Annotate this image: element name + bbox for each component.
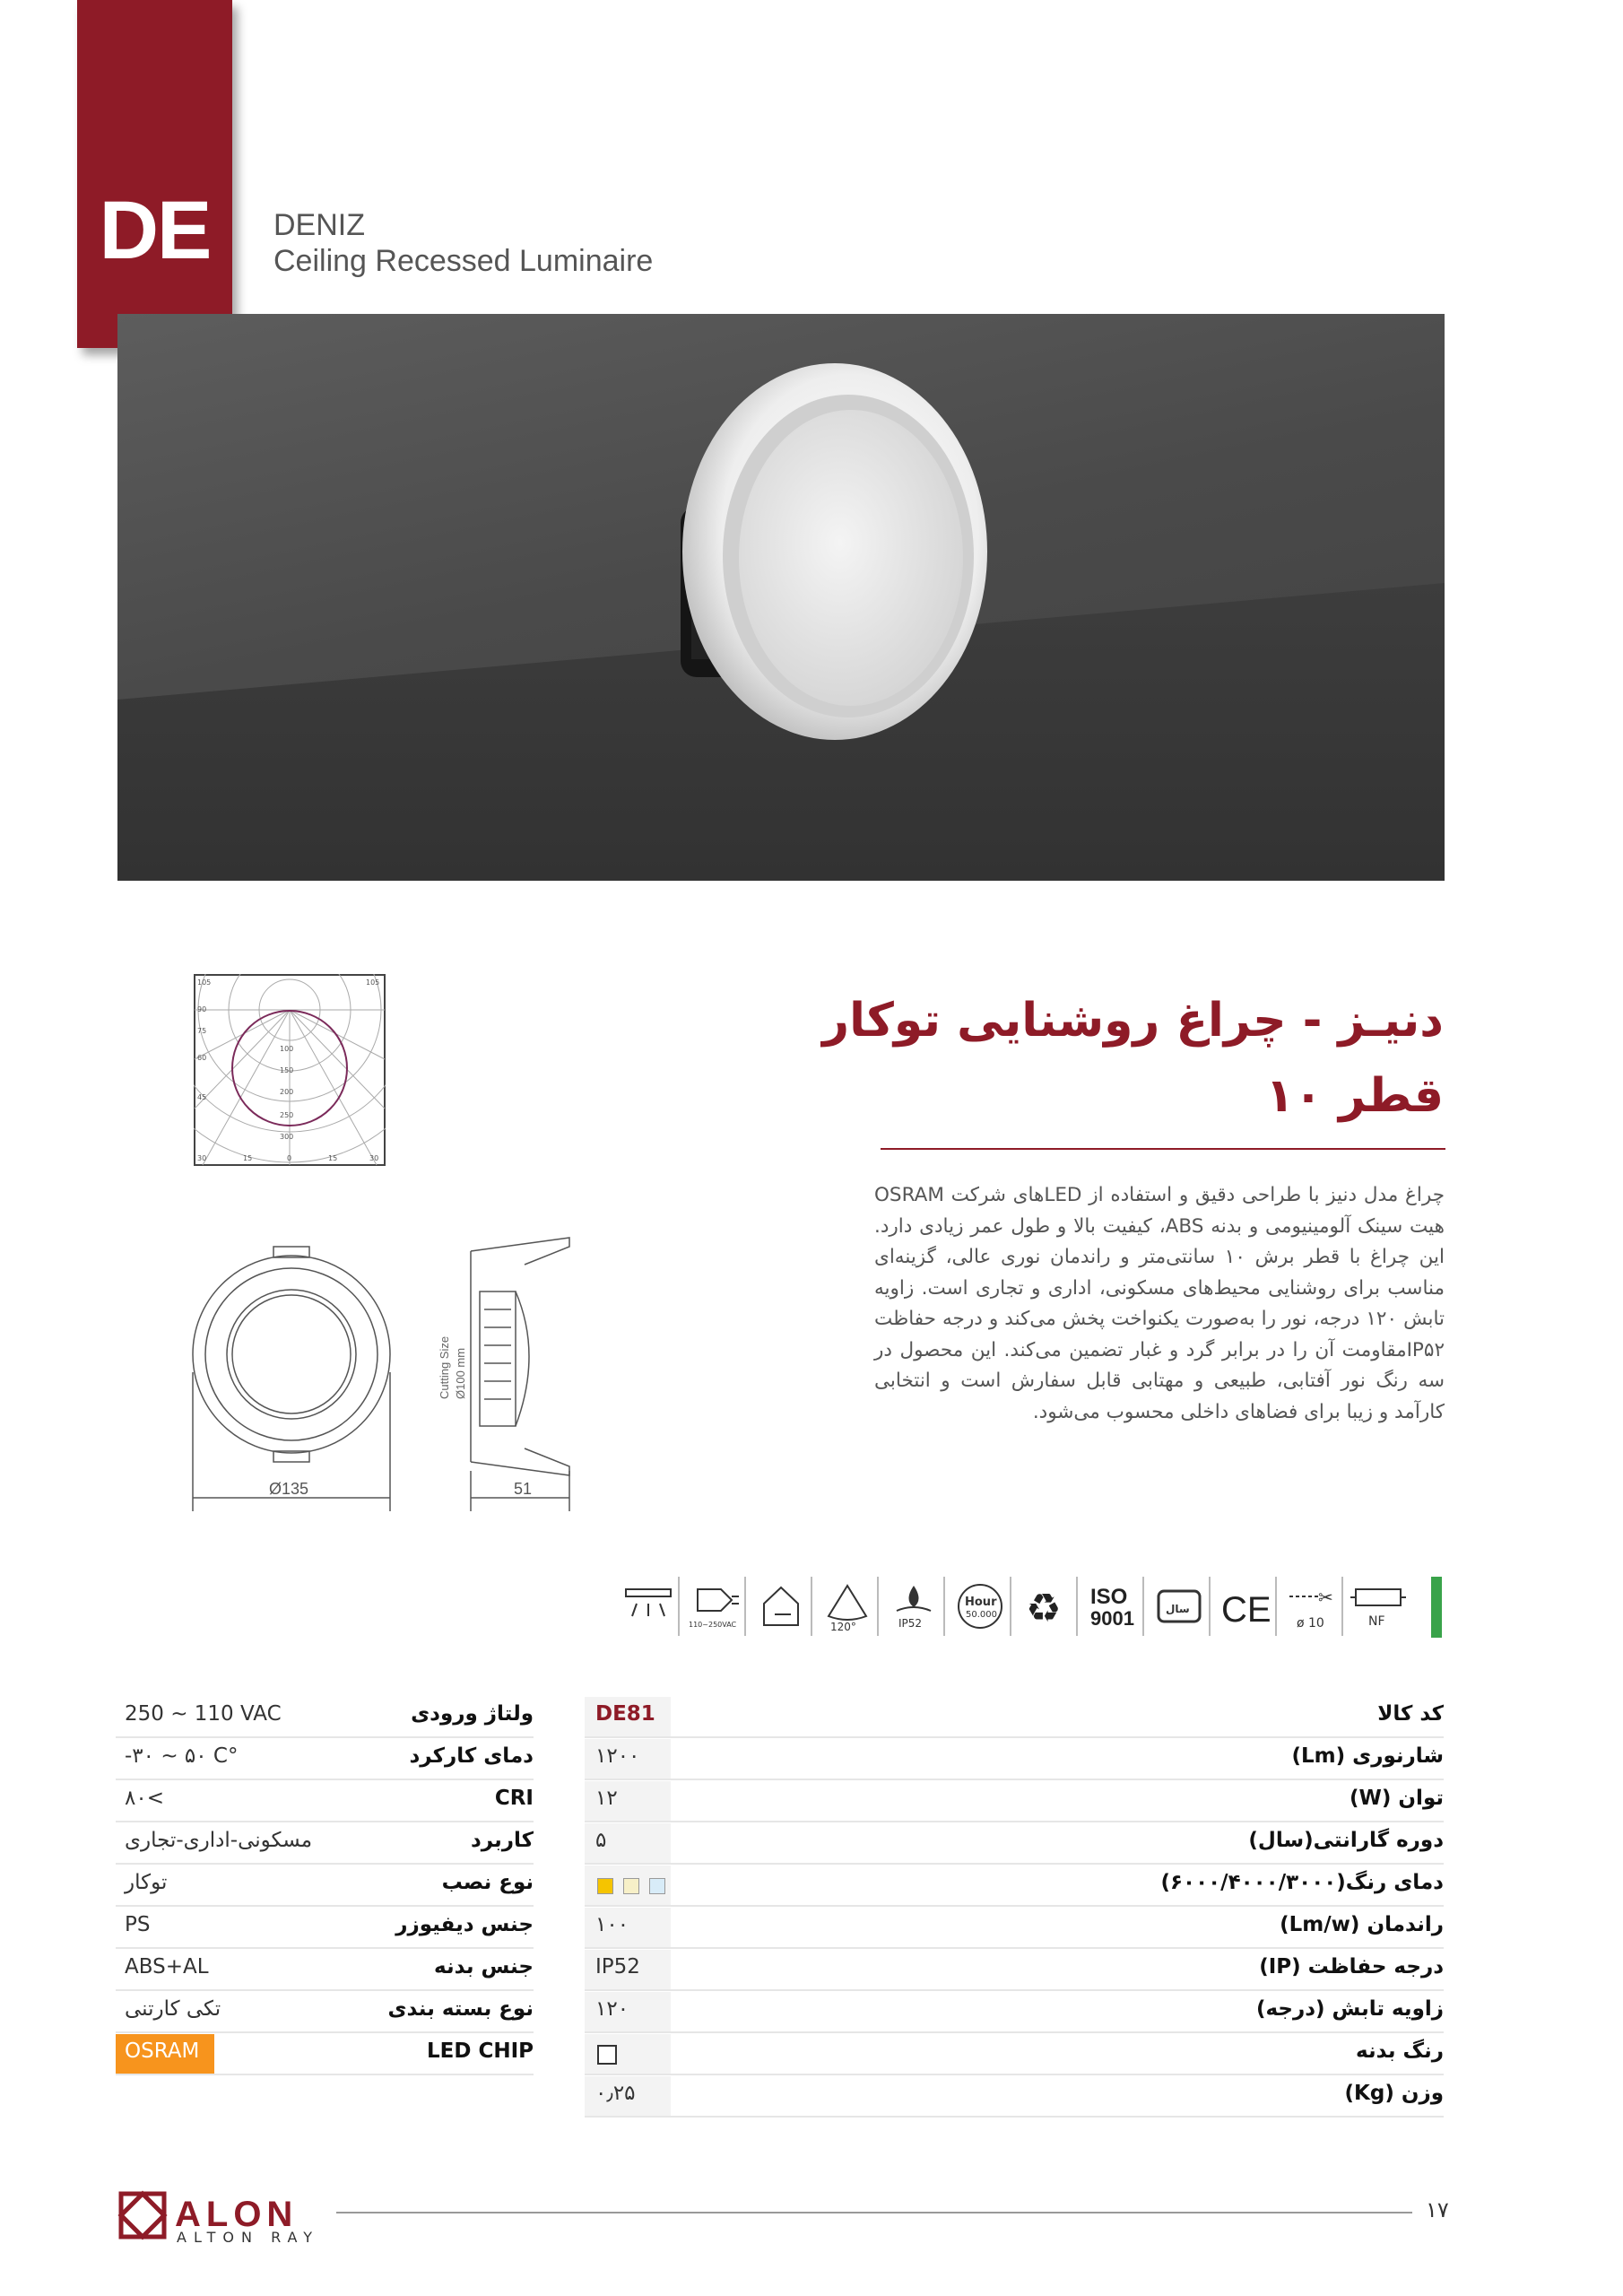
spec-value: ۱۲۰: [595, 1997, 629, 2021]
ip-icon-label: IP52: [898, 1617, 923, 1630]
spec-label: درجه حفاظت (IP): [1259, 1955, 1444, 1979]
technical-drawing: [184, 1229, 587, 1516]
spec-value: توکار: [125, 1871, 168, 1894]
table-row: [116, 1781, 534, 1822]
angle-icon-label: 120°: [830, 1621, 856, 1633]
table-row: [585, 1866, 1444, 1907]
product-description: چراغ مدل دنیز با طراحی دقیق و استفاده از LEDهای شرکت OSRAM هیت سینک آلومینیومی و بدنه ABS، کیفیت بالا و طول عمر زیادی دارد. این چراغ با قطر برش ۱۰ سانتی‌متر و راندمان نوری عالی، گزینه‌ای مناسب برای روشنایی محیط‌های مسکونی، اداری و تجاری است. زاویه تابش ۱۲۰ درجه، نور را به‌صورت یکنواخت پخش می‌کند و درجه حفاظت IP۵۲مقاومت آن را در برابر گرد و غبار تضمین می‌کند. این محصول در سه رنگ نور آفتابی، طبیعی و مهتابی قابل سفارش است و انتخابی کارآمد و زیبا برای فضاهای داخلی محسوب می‌شود.: [874, 1184, 1445, 1423]
spec-label: رنگ بدنه: [1356, 2039, 1444, 2063]
polar-label: 105: [197, 978, 212, 987]
polar-label: 30: [197, 1154, 207, 1162]
spec-label: جنس دیفیوزر: [395, 1913, 534, 1936]
cutting-size-value: Ø100 mm: [454, 1347, 467, 1399]
spec-label: شارنوری (Lm): [1291, 1744, 1444, 1768]
spec-label: دمای رنگ(۶۰۰۰/۴۰۰۰/۳۰۰۰): [1160, 1871, 1444, 1894]
polar-label: 0: [287, 1154, 292, 1162]
nf-icon-label: NF: [1368, 1614, 1385, 1629]
spec-value: تکی کارتنی: [125, 1997, 221, 2021]
polar-label: 60: [197, 1054, 207, 1062]
ceiling-icon: [619, 1577, 680, 1636]
spec-value: ABS+AL: [125, 1955, 209, 1979]
iso-icon: [1083, 1577, 1144, 1636]
spec-label: وزن (Kg): [1344, 2082, 1444, 2105]
spec-value: ۱۰۰: [595, 1913, 629, 1936]
spec-value: -۳۰ ~ ۵۰ C°: [125, 1744, 239, 1768]
cutting-size-label: Cutting Size: [438, 1335, 451, 1399]
svg-text:✂: ✂: [1318, 1587, 1333, 1608]
spec-label: راندمان (Lm/w): [1280, 1913, 1444, 1936]
table-row: [116, 1866, 534, 1907]
title-line-2: قطر ۱۰: [1265, 1069, 1444, 1123]
table-row: [116, 2034, 534, 2075]
table-row: [116, 1697, 534, 1738]
polar-label: 30: [369, 1154, 379, 1162]
depth-label: 51: [514, 1480, 533, 1498]
table-row: [585, 1950, 1444, 1991]
spec-value: ۰٫۲۵: [595, 2082, 636, 2105]
polar-label: 15: [328, 1154, 338, 1162]
spec-value: ۸۰<: [125, 1787, 164, 1810]
body-color-white-swatch: [597, 2045, 617, 2065]
polar-ring-label: 150: [280, 1066, 294, 1074]
table-row: [585, 1781, 1444, 1822]
table-row: [585, 1908, 1444, 1949]
page-number: ۱۷: [1426, 2197, 1449, 2222]
spec-value: PS: [125, 1913, 151, 1936]
hour-icon-label: Hour: [965, 1596, 997, 1609]
polar-label: 45: [197, 1093, 207, 1101]
spec-label: CRI: [494, 1787, 534, 1810]
product-subtitle: Ceiling Recessed Luminaire: [273, 244, 654, 278]
recycle-icon: [1017, 1577, 1078, 1636]
angle-icon: [818, 1577, 879, 1636]
iso-icon-value: 9001: [1090, 1607, 1134, 1630]
spec-value: مسکونی-اداری-تجاری: [125, 1829, 313, 1852]
table-row: [116, 1992, 534, 2033]
spec-table-left: [116, 1697, 534, 2076]
table-row: [116, 1908, 534, 1949]
polar-light-distribution: [194, 974, 386, 1166]
hour-icon: [950, 1577, 1011, 1636]
ce-icon: [1216, 1577, 1277, 1636]
cut-size-icon: [1282, 1577, 1343, 1636]
table-row: [585, 2034, 1444, 2075]
diameter-label: Ø135: [269, 1480, 309, 1498]
footer-divider: [336, 2212, 1412, 2213]
polar-label: 90: [197, 1005, 207, 1013]
spec-value: 250 ~ 110 VAC: [125, 1702, 282, 1726]
product-name: DENIZ: [273, 208, 365, 242]
spec-label: دمای کارکرد: [409, 1744, 534, 1768]
iso-icon-label: ISO: [1090, 1585, 1128, 1609]
table-row: [585, 1823, 1444, 1865]
table-row: [116, 1739, 534, 1780]
title-divider: [881, 1148, 1445, 1150]
svg-text:♻: ♻: [1026, 1586, 1062, 1631]
table-row: [116, 1950, 534, 1991]
spec-value: DE81: [595, 1702, 655, 1726]
title-line-1: دنیـز - چراغ روشنایی توکار: [822, 994, 1444, 1048]
certification-icons: [619, 1577, 1431, 1638]
spec-value: ۱۲: [595, 1787, 618, 1810]
spec-value: OSRAM: [125, 2039, 200, 2063]
warranty-icon-label: سال: [1166, 1603, 1190, 1615]
brand-logo-subtitle: ALTON RAY: [177, 2229, 320, 2246]
spec-value: IP52: [595, 1955, 640, 1979]
table-row: [585, 1992, 1444, 2033]
warranty-icon: [1150, 1577, 1211, 1636]
swatch-cool: [649, 1878, 665, 1894]
polar-label: 75: [197, 1027, 207, 1035]
spec-label: نوع بسته بندی: [387, 1997, 534, 2021]
swatch-natural: [623, 1878, 639, 1894]
polar-ring-label: 300: [280, 1133, 294, 1141]
spec-value: ۱۲۰۰: [595, 1744, 640, 1768]
table-row: [585, 1739, 1444, 1780]
polar-ring-label: 100: [280, 1045, 294, 1053]
cut-size-icon-label: ø 10: [1297, 1616, 1324, 1631]
spec-label: نوع نصب: [441, 1871, 534, 1894]
spec-value: ۵: [595, 1829, 607, 1852]
spec-label: LED CHIP: [426, 2039, 534, 2063]
color-temp-swatches: [597, 1878, 665, 1898]
table-row: [585, 2076, 1444, 2118]
spec-table-right: [585, 1697, 1444, 2118]
polar-label: 105: [366, 978, 380, 987]
ip-icon: [884, 1577, 945, 1636]
spec-label: ولتاژ ورودی: [411, 1702, 534, 1726]
voltage-icon: [685, 1577, 746, 1636]
hour-icon-value: 50.000: [966, 1610, 997, 1620]
spec-label: کد کالا: [1377, 1702, 1444, 1726]
spec-label: جنس بدنه: [434, 1955, 534, 1979]
header-code-tab: [77, 0, 232, 348]
brand-logo: ALON: [175, 2195, 299, 2234]
product-photo: [117, 314, 1445, 881]
ce-icon-label: CE: [1221, 1590, 1271, 1630]
polar-label: 15: [243, 1154, 253, 1162]
header-code: DE: [99, 185, 211, 276]
polar-ring-label: 200: [280, 1088, 294, 1096]
spec-label: توان (W): [1350, 1787, 1444, 1810]
spec-label: دوره گارانتی(سال): [1248, 1829, 1444, 1852]
nf-icon: [1349, 1577, 1408, 1636]
spec-label: کاربرد: [471, 1829, 534, 1852]
polar-ring-label: 250: [280, 1111, 294, 1119]
icons-accent-bar: [1431, 1577, 1442, 1638]
brand-logo-icon: [117, 2190, 168, 2240]
luminaire-illustration: [117, 314, 1445, 881]
swatch-warm: [597, 1878, 613, 1894]
spec-label: زاویه تابش (درجه): [1255, 1997, 1444, 2021]
indoor-icon: [751, 1577, 812, 1636]
table-row: [585, 1697, 1444, 1738]
voltage-icon-label: 110~250VAC: [689, 1621, 737, 1629]
table-row: [116, 1823, 534, 1865]
